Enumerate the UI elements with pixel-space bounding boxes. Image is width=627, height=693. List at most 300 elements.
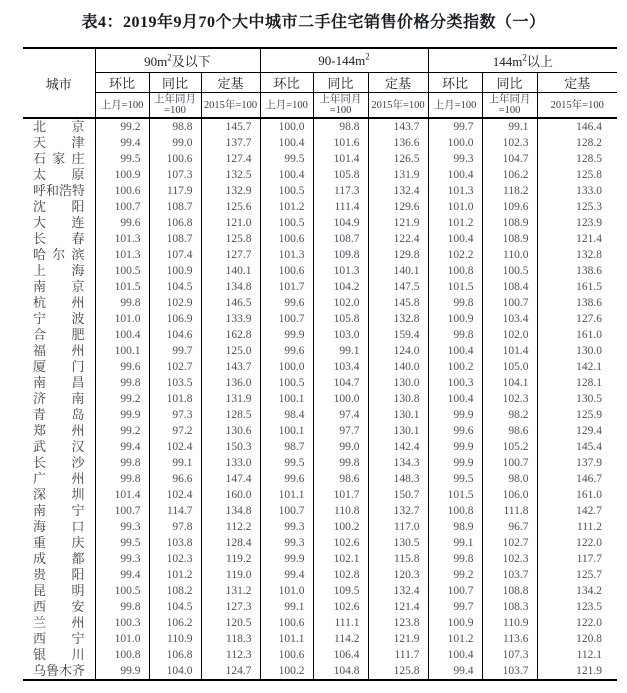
city-name: 长春 xyxy=(33,231,85,246)
base-label-prev-month xyxy=(260,93,313,119)
price-index-table xyxy=(23,47,617,681)
index-value: 138.6 xyxy=(537,295,617,311)
index-value: 145.4 xyxy=(537,439,617,455)
index-value: 140.1 xyxy=(368,263,428,279)
group-label: 90-144m xyxy=(318,52,366,68)
index-value: 100.4 xyxy=(428,647,482,663)
index-value: 100.8 xyxy=(428,503,482,519)
index-value: 101.7 xyxy=(313,487,368,503)
index-value: 99.3 xyxy=(260,535,313,551)
table-row xyxy=(23,359,617,375)
index-value: 100.8 xyxy=(428,263,482,279)
index-value: 101.2 xyxy=(149,567,201,583)
index-value: 104.9 xyxy=(313,215,368,231)
index-value: 101.4 xyxy=(313,151,368,167)
city-name: 宁波 xyxy=(33,311,85,326)
base-label-line: =100 xyxy=(164,105,186,116)
base-label-prev-year xyxy=(149,93,201,119)
index-value: 100.6 xyxy=(260,647,313,663)
index-value: 101.5 xyxy=(428,279,482,295)
index-value: 100.4 xyxy=(428,231,482,247)
index-value: 99.1 xyxy=(428,535,482,551)
header-metric-row xyxy=(23,73,617,93)
index-value: 99.4 xyxy=(95,135,149,151)
index-value: 115.8 xyxy=(368,551,428,567)
index-value: 98.8 xyxy=(313,118,368,135)
index-value: 125.3 xyxy=(537,199,617,215)
index-value: 99.8 xyxy=(95,375,149,391)
table-row xyxy=(23,599,617,615)
index-value: 101.3 xyxy=(260,247,313,263)
index-value: 134.8 xyxy=(201,279,260,295)
city-name: 青岛 xyxy=(33,407,85,422)
index-value: 125.8 xyxy=(368,663,428,680)
base-label-prev-month xyxy=(95,93,149,119)
index-value: 99.9 xyxy=(428,407,482,423)
index-value: 100.4 xyxy=(428,391,482,407)
index-value: 99.8 xyxy=(428,551,482,567)
index-value: 111.7 xyxy=(368,647,428,663)
index-value: 150.3 xyxy=(201,439,260,455)
index-value: 99.9 xyxy=(428,455,482,471)
base-label-line: 2015年=100 xyxy=(203,99,258,111)
city-name: 大连 xyxy=(33,215,85,230)
index-value: 100.4 xyxy=(95,327,149,343)
index-value: 102.3 xyxy=(482,135,537,151)
city-name: 贵阳 xyxy=(33,567,85,582)
index-value: 99.6 xyxy=(260,295,313,311)
index-value: 130.0 xyxy=(537,343,617,359)
col-header-yoy: 同比 xyxy=(313,73,368,93)
index-value: 105.2 xyxy=(482,439,537,455)
table-row xyxy=(23,567,617,583)
index-value: 127.3 xyxy=(201,599,260,615)
index-value: 111.8 xyxy=(482,503,537,519)
index-value: 109.8 xyxy=(313,247,368,263)
table-row xyxy=(23,295,617,311)
city-name: 武汉 xyxy=(33,439,85,454)
city-name: 杭州 xyxy=(33,295,85,310)
index-value: 101.5 xyxy=(95,279,149,295)
index-value: 100.9 xyxy=(95,167,149,183)
index-value: 96.7 xyxy=(482,519,537,535)
table-row xyxy=(23,455,617,471)
index-value: 106.4 xyxy=(313,647,368,663)
index-value: 97.4 xyxy=(313,407,368,423)
index-value: 101.0 xyxy=(428,199,482,215)
page-title: 表4：2019年9月70个大中城市二手住宅销售价格分类指数（一） xyxy=(81,14,546,31)
index-value: 102.2 xyxy=(428,247,482,263)
col-group-144-above xyxy=(428,48,617,73)
index-value: 99.9 xyxy=(260,327,313,343)
index-value: 129.6 xyxy=(368,199,428,215)
index-value: 123.8 xyxy=(368,615,428,631)
index-value: 132.7 xyxy=(368,503,428,519)
index-value: 99.5 xyxy=(428,471,482,487)
index-value: 131.9 xyxy=(201,391,260,407)
index-value: 123.5 xyxy=(537,599,617,615)
group-label: 144m xyxy=(492,54,523,69)
index-value: 101.3 xyxy=(313,263,368,279)
index-value: 117.3 xyxy=(313,183,368,199)
index-value: 100.3 xyxy=(95,615,149,631)
index-value: 145.7 xyxy=(201,118,260,135)
index-value: 125.0 xyxy=(201,343,260,359)
index-value: 108.7 xyxy=(149,231,201,247)
index-value: 133.0 xyxy=(537,183,617,199)
index-value: 105.8 xyxy=(313,311,368,327)
index-value: 99.6 xyxy=(260,343,313,359)
index-value: 100.7 xyxy=(260,311,313,327)
index-value: 104.7 xyxy=(313,375,368,391)
index-value: 110.9 xyxy=(482,615,537,631)
index-value: 132.9 xyxy=(201,183,260,199)
index-value: 108.7 xyxy=(149,199,201,215)
base-label-line: 2015年=100 xyxy=(371,99,425,111)
table-row xyxy=(23,311,617,327)
index-value: 161.0 xyxy=(537,327,617,343)
city-name: 南宁 xyxy=(33,503,85,518)
index-value: 100.7 xyxy=(482,295,537,311)
index-value: 130.5 xyxy=(368,535,428,551)
index-value: 97.3 xyxy=(149,407,201,423)
index-value: 106.9 xyxy=(149,311,201,327)
base-label-line: 上年同月 xyxy=(319,94,362,105)
base-label-2015 xyxy=(537,93,617,119)
index-value: 101.3 xyxy=(428,183,482,199)
index-value: 108.2 xyxy=(149,583,201,599)
index-value: 124.0 xyxy=(368,343,428,359)
index-value: 148.3 xyxy=(368,471,428,487)
index-value: 99.6 xyxy=(260,471,313,487)
index-value: 99.9 xyxy=(95,407,149,423)
index-value: 100.0 xyxy=(428,135,482,151)
index-value: 120.3 xyxy=(368,567,428,583)
index-value: 100.4 xyxy=(260,167,313,183)
index-value: 99.2 xyxy=(428,567,482,583)
index-value: 125.8 xyxy=(537,167,617,183)
index-value: 99.4 xyxy=(260,567,313,583)
city-name: 厦门 xyxy=(33,359,85,374)
index-value: 103.7 xyxy=(482,663,537,680)
index-value: 133.9 xyxy=(201,311,260,327)
index-value: 100.3 xyxy=(428,375,482,391)
index-value: 130.1 xyxy=(368,407,428,423)
index-value: 99.7 xyxy=(428,599,482,615)
index-value: 99.4 xyxy=(95,567,149,583)
index-value: 121.0 xyxy=(201,215,260,231)
index-value: 100.6 xyxy=(260,615,313,631)
index-value: 132.4 xyxy=(368,583,428,599)
index-value: 100.4 xyxy=(428,343,482,359)
index-value: 100.0 xyxy=(260,118,313,135)
index-value: 101.1 xyxy=(260,487,313,503)
index-value: 125.7 xyxy=(537,567,617,583)
index-value: 114.2 xyxy=(313,631,368,647)
table-row xyxy=(23,487,617,503)
index-value: 146.7 xyxy=(537,471,617,487)
index-value: 132.5 xyxy=(201,167,260,183)
index-value: 102.6 xyxy=(313,599,368,615)
index-value: 122.0 xyxy=(537,615,617,631)
index-value: 130.5 xyxy=(537,391,617,407)
index-value: 127.4 xyxy=(201,151,260,167)
table-row xyxy=(23,647,617,663)
table-row xyxy=(23,615,617,631)
index-value: 100.0 xyxy=(313,391,368,407)
index-value: 128.5 xyxy=(201,407,260,423)
base-label-line: 2015年=100 xyxy=(550,99,604,111)
index-value: 142.7 xyxy=(537,503,617,519)
index-value: 106.2 xyxy=(482,167,537,183)
index-value: 101.3 xyxy=(95,231,149,247)
city-name: 广州 xyxy=(33,471,85,486)
index-value: 108.9 xyxy=(482,231,537,247)
index-value: 100.4 xyxy=(260,135,313,151)
index-value: 161.0 xyxy=(537,487,617,503)
index-value: 102.3 xyxy=(149,551,201,567)
city-name: 郑州 xyxy=(33,423,85,438)
col-group-90-144 xyxy=(260,48,428,73)
index-value: 101.2 xyxy=(428,631,482,647)
index-value: 137.7 xyxy=(201,135,260,151)
index-value: 106.8 xyxy=(149,647,201,663)
index-value: 128.1 xyxy=(537,375,617,391)
index-value: 109.5 xyxy=(313,583,368,599)
index-value: 118.3 xyxy=(201,631,260,647)
base-label-prev-month xyxy=(428,93,482,119)
header-group-row xyxy=(23,48,617,73)
index-value: 103.0 xyxy=(313,327,368,343)
table-row xyxy=(23,423,617,439)
index-value: 103.7 xyxy=(482,567,537,583)
city-name: 银川 xyxy=(33,647,85,662)
index-value: 99.8 xyxy=(428,327,482,343)
index-value: 130.8 xyxy=(368,391,428,407)
col-header-fixed-base: 定基 xyxy=(201,73,260,93)
table-row xyxy=(23,631,617,647)
table-row xyxy=(23,135,617,151)
city-name: 乌鲁木齐 xyxy=(33,663,86,678)
index-value: 131.2 xyxy=(201,583,260,599)
index-value: 126.5 xyxy=(368,151,428,167)
city-name: 海口 xyxy=(33,519,85,534)
table-row xyxy=(23,247,617,263)
index-value: 130.6 xyxy=(201,423,260,439)
index-value: 103.4 xyxy=(313,359,368,375)
table-row xyxy=(23,279,617,295)
city-name: 哈尔滨 xyxy=(33,247,85,262)
base-label-line: 上年同月 xyxy=(154,94,196,105)
index-value: 102.7 xyxy=(149,359,201,375)
index-value: 103.5 xyxy=(149,375,201,391)
index-value: 99.3 xyxy=(95,519,149,535)
index-value: 105.0 xyxy=(482,359,537,375)
index-value: 98.0 xyxy=(482,471,537,487)
col-header-yoy: 同比 xyxy=(149,73,201,93)
index-value: 137.9 xyxy=(537,455,617,471)
city-name: 长沙 xyxy=(33,455,85,470)
table-row xyxy=(23,439,617,455)
index-value: 121.9 xyxy=(368,215,428,231)
index-value: 125.9 xyxy=(537,407,617,423)
superscript-2: 2 xyxy=(365,51,370,62)
index-value: 121.4 xyxy=(537,231,617,247)
index-value: 100.9 xyxy=(428,311,482,327)
index-value: 101.0 xyxy=(95,311,149,327)
index-value: 106.8 xyxy=(149,215,201,231)
index-value: 106.0 xyxy=(482,487,537,503)
base-label-prev-year xyxy=(313,93,368,119)
index-value: 127.6 xyxy=(537,311,617,327)
index-value: 101.8 xyxy=(149,391,201,407)
index-value: 108.3 xyxy=(482,599,537,615)
index-value: 99.7 xyxy=(428,118,482,135)
header-base-row xyxy=(23,93,617,119)
city-name: 合肥 xyxy=(33,327,85,342)
index-value: 103.8 xyxy=(149,535,201,551)
city-name: 济南 xyxy=(33,391,85,406)
index-value: 100.1 xyxy=(260,391,313,407)
index-value: 118.2 xyxy=(482,183,537,199)
city-name: 重庆 xyxy=(33,535,85,550)
table-row xyxy=(23,663,617,680)
index-value: 99.1 xyxy=(149,455,201,471)
table-row xyxy=(23,343,617,359)
index-value: 145.8 xyxy=(368,295,428,311)
index-value: 99.8 xyxy=(313,455,368,471)
col-header-mom: 环比 xyxy=(260,73,313,93)
index-value: 99.5 xyxy=(95,151,149,167)
city-name: 兰州 xyxy=(33,615,85,630)
table-row xyxy=(23,167,617,183)
base-label-line: 上月=100 xyxy=(265,99,308,111)
index-value: 100.0 xyxy=(260,359,313,375)
index-value: 99.2 xyxy=(95,391,149,407)
index-value: 99.5 xyxy=(260,151,313,167)
index-value: 134.2 xyxy=(537,583,617,599)
index-value: 108.7 xyxy=(313,231,368,247)
city-name: 呼和浩特 xyxy=(33,183,86,198)
index-value: 104.5 xyxy=(149,599,201,615)
index-value: 100.6 xyxy=(149,151,201,167)
base-label-line: =100 xyxy=(498,105,521,116)
index-value: 120.8 xyxy=(537,631,617,647)
superscript-2: 2 xyxy=(522,52,527,63)
base-label-prev-year xyxy=(482,93,537,119)
index-value: 99.1 xyxy=(482,118,537,135)
index-value: 119.2 xyxy=(201,551,260,567)
table-row xyxy=(23,118,617,135)
index-value: 121.4 xyxy=(368,599,428,615)
index-value: 101.0 xyxy=(260,583,313,599)
table-row xyxy=(23,503,617,519)
index-value: 99.0 xyxy=(313,439,368,455)
index-value: 121.9 xyxy=(368,631,428,647)
index-value: 117.7 xyxy=(537,551,617,567)
index-value: 97.8 xyxy=(149,519,201,535)
table-row xyxy=(23,215,617,231)
index-value: 102.0 xyxy=(482,327,537,343)
index-value: 108.8 xyxy=(482,583,537,599)
index-value: 102.7 xyxy=(482,535,537,551)
index-value: 101.5 xyxy=(428,487,482,503)
table-row xyxy=(23,535,617,551)
index-value: 101.2 xyxy=(260,199,313,215)
index-value: 122.4 xyxy=(368,231,428,247)
index-value: 104.5 xyxy=(149,279,201,295)
index-value: 101.1 xyxy=(260,631,313,647)
index-value: 104.0 xyxy=(149,663,201,680)
index-value: 106.2 xyxy=(149,615,201,631)
index-value: 100.7 xyxy=(95,199,149,215)
index-value: 142.4 xyxy=(368,439,428,455)
city-name: 成都 xyxy=(33,551,85,566)
index-value: 159.4 xyxy=(368,327,428,343)
index-value: 99.6 xyxy=(428,423,482,439)
col-header-mom: 环比 xyxy=(95,73,149,93)
city-name: 北京 xyxy=(33,119,85,134)
index-value: 122.0 xyxy=(537,535,617,551)
index-value: 140.0 xyxy=(368,359,428,375)
index-value: 101.4 xyxy=(482,343,537,359)
index-value: 100.1 xyxy=(260,423,313,439)
index-value: 113.6 xyxy=(482,631,537,647)
index-value: 100.2 xyxy=(428,359,482,375)
col-header-fixed-base: 定基 xyxy=(368,73,428,93)
index-value: 102.3 xyxy=(482,391,537,407)
table-row xyxy=(23,183,617,199)
index-value: 112.2 xyxy=(201,519,260,535)
index-value: 99.8 xyxy=(428,295,482,311)
index-value: 112.3 xyxy=(201,647,260,663)
index-value: 132.4 xyxy=(368,183,428,199)
superscript-2: 2 xyxy=(167,52,172,63)
city-name: 西安 xyxy=(33,599,85,614)
index-value: 100.8 xyxy=(95,647,149,663)
index-value: 102.6 xyxy=(313,535,368,551)
index-value: 110.0 xyxy=(482,247,537,263)
index-value: 99.0 xyxy=(149,135,201,151)
index-value: 132.8 xyxy=(537,247,617,263)
col-group-90-and-below xyxy=(95,48,260,73)
index-value: 100.7 xyxy=(428,583,482,599)
index-value: 102.9 xyxy=(149,295,201,311)
index-value: 102.1 xyxy=(313,551,368,567)
index-value: 99.8 xyxy=(95,471,149,487)
index-value: 119.0 xyxy=(201,567,260,583)
table-row xyxy=(23,375,617,391)
index-value: 117.0 xyxy=(368,519,428,535)
index-value: 130.0 xyxy=(368,375,428,391)
table-row xyxy=(23,263,617,279)
index-value: 98.6 xyxy=(313,471,368,487)
index-value: 114.7 xyxy=(149,503,201,519)
index-value: 110.8 xyxy=(313,503,368,519)
city-name: 上海 xyxy=(33,263,85,278)
index-value: 98.8 xyxy=(149,118,201,135)
index-value: 101.0 xyxy=(95,631,149,647)
index-value: 125.6 xyxy=(201,199,260,215)
index-value: 99.7 xyxy=(149,343,201,359)
index-value: 98.4 xyxy=(260,407,313,423)
index-value: 142.1 xyxy=(537,359,617,375)
index-value: 99.2 xyxy=(95,118,149,135)
index-value: 99.9 xyxy=(428,439,482,455)
index-value: 150.7 xyxy=(368,487,428,503)
index-value: 103.4 xyxy=(482,311,537,327)
index-value: 134.8 xyxy=(201,503,260,519)
